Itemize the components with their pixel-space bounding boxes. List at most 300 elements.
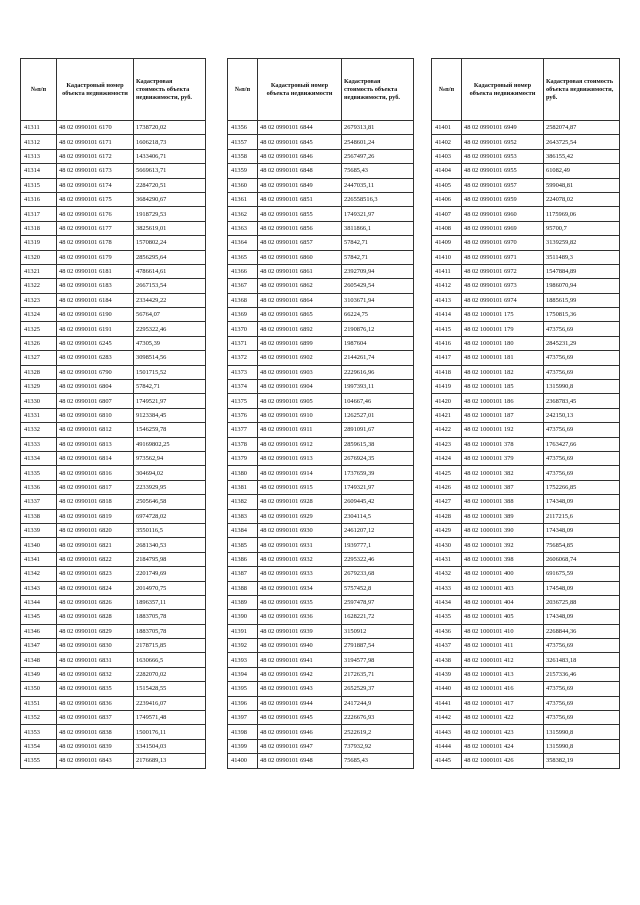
row-number: 41427 [432, 495, 462, 509]
table-row [432, 250, 620, 264]
table-row [21, 696, 206, 710]
cadastre-number: 48 02 0990101 6942 [258, 667, 342, 681]
row-number: 41351 [21, 696, 57, 710]
cadastre-number: 48 02 0990101 6839 [57, 739, 134, 753]
row-number: 41329 [21, 380, 57, 394]
table-row [432, 682, 620, 696]
cadastre-number: 48 02 0990101 6957 [462, 178, 544, 192]
cadastre-value: 473756,69 [544, 451, 620, 465]
cadastre-table-3 [431, 58, 620, 769]
table-row [432, 466, 620, 480]
row-number: 41439 [432, 667, 462, 681]
table-row [21, 264, 206, 278]
row-number: 41318 [21, 221, 57, 235]
cadastre-value: 1606218,73 [134, 135, 206, 149]
cadastre-value: 2268844,36 [544, 624, 620, 638]
row-number: 41370 [228, 322, 258, 336]
cadastre-value: 1737659,39 [342, 466, 414, 480]
table-row [228, 293, 414, 307]
header-cadastre-value: Кадастровая стоимость объекта недвижимости, руб. [134, 59, 206, 121]
row-number: 41432 [432, 567, 462, 581]
cadastre-number: 48 02 1000101 192 [462, 423, 544, 437]
table-row [228, 221, 414, 235]
table-row [21, 135, 206, 149]
table-row [228, 610, 414, 624]
cadastre-number: 48 02 0990101 6902 [258, 351, 342, 365]
cadastre-value: 2679313,81 [342, 121, 414, 135]
cadastre-number: 48 02 0990101 6831 [57, 653, 134, 667]
table-row [21, 653, 206, 667]
table-row [228, 192, 414, 206]
cadastre-number: 48 02 0990101 6849 [258, 178, 342, 192]
cadastre-value: 1885615,99 [544, 293, 620, 307]
cadastre-value: 358382,19 [544, 754, 620, 768]
table-row [228, 408, 414, 422]
cadastre-value: 2172635,71 [342, 667, 414, 681]
row-number: 41402 [432, 135, 462, 149]
table-row [432, 365, 620, 379]
table-row [228, 178, 414, 192]
row-number: 41414 [432, 308, 462, 322]
cadastre-number: 48 02 0990101 6936 [258, 610, 342, 624]
cadastre-value: 2679233,68 [342, 567, 414, 581]
row-number: 41319 [21, 236, 57, 250]
cadastre-number: 48 02 1000101 186 [462, 394, 544, 408]
row-number: 41333 [21, 437, 57, 451]
cadastre-number: 48 02 0990101 6814 [57, 451, 134, 465]
cadastre-value: 1749321,97 [342, 207, 414, 221]
row-number: 41328 [21, 365, 57, 379]
row-number: 41357 [228, 135, 258, 149]
table-header-row [432, 59, 620, 121]
row-number: 41430 [432, 538, 462, 552]
cadastre-number: 48 02 1000101 378 [462, 437, 544, 451]
cadastre-value: 2676924,35 [342, 451, 414, 465]
row-number: 41349 [21, 667, 57, 681]
table-row [432, 236, 620, 250]
cadastre-value: 973562,94 [134, 451, 206, 465]
cadastre-number: 48 02 1000101 182 [462, 365, 544, 379]
cadastre-value: 56764,07 [134, 308, 206, 322]
row-number: 41441 [432, 696, 462, 710]
cadastre-number: 48 02 0990101 6952 [462, 135, 544, 149]
cadastre-value: 2178715,85 [134, 639, 206, 653]
cadastre-value: 2229616,96 [342, 365, 414, 379]
table-row [21, 351, 206, 365]
table-row [228, 365, 414, 379]
cadastre-value: 57842,71 [342, 250, 414, 264]
cadastre-number: 48 02 0990101 6821 [57, 538, 134, 552]
cadastre-number: 48 02 0990101 6855 [258, 207, 342, 221]
row-number: 41384 [228, 523, 258, 537]
row-number: 41425 [432, 466, 462, 480]
cadastre-value: 2548601,24 [342, 135, 414, 149]
row-number: 41405 [432, 178, 462, 192]
row-number: 41338 [21, 509, 57, 523]
cadastre-value: 2184795,98 [134, 552, 206, 566]
table-row [432, 351, 620, 365]
cadastre-number: 48 02 1000101 410 [462, 624, 544, 638]
cadastre-number: 48 02 0990101 6184 [57, 293, 134, 307]
row-number: 41327 [21, 351, 57, 365]
table-row [21, 236, 206, 250]
table-row [228, 351, 414, 365]
cadastre-value: 737932,92 [342, 739, 414, 753]
row-number: 41445 [432, 754, 462, 768]
cadastre-number: 48 02 1000101 382 [462, 466, 544, 480]
cadastre-number: 48 02 0990101 6824 [57, 581, 134, 595]
row-number: 41387 [228, 567, 258, 581]
cadastre-value: 2284720,51 [134, 178, 206, 192]
cadastre-number: 48 02 0990101 6176 [57, 207, 134, 221]
row-number: 41339 [21, 523, 57, 537]
row-number: 41335 [21, 466, 57, 480]
cadastre-number: 48 02 0990101 6914 [258, 466, 342, 480]
row-number: 41361 [228, 192, 258, 206]
table-row [228, 394, 414, 408]
cadastre-number: 48 02 0990101 6903 [258, 365, 342, 379]
table-row [228, 739, 414, 753]
row-number: 41323 [21, 293, 57, 307]
row-number: 41381 [228, 480, 258, 494]
row-number: 41380 [228, 466, 258, 480]
row-number: 41379 [228, 451, 258, 465]
cadastre-number: 48 02 0990101 6946 [258, 725, 342, 739]
cadastre-value: 3261483,18 [544, 653, 620, 667]
cadastre-number: 48 02 0990101 6174 [57, 178, 134, 192]
row-number: 41317 [21, 207, 57, 221]
row-number: 41424 [432, 451, 462, 465]
row-number: 41354 [21, 739, 57, 753]
row-number: 41399 [228, 739, 258, 753]
cadastre-value: 57842,71 [342, 236, 414, 250]
table-row [432, 279, 620, 293]
cadastre-number: 48 02 0990101 6947 [258, 739, 342, 753]
table-row [432, 552, 620, 566]
cadastre-number: 48 02 0990101 6932 [258, 552, 342, 566]
table-row [228, 639, 414, 653]
table-row [432, 610, 620, 624]
cadastre-number: 48 02 0990101 6820 [57, 523, 134, 537]
cadastre-number: 48 02 0990101 6832 [57, 667, 134, 681]
row-number: 41418 [432, 365, 462, 379]
cadastre-value: 1546259,78 [134, 423, 206, 437]
cadastre-number: 48 02 0990101 6846 [258, 149, 342, 163]
table-row [228, 207, 414, 221]
cadastre-number: 48 02 0990101 6945 [258, 711, 342, 725]
cadastre-number: 48 02 1000101 379 [462, 451, 544, 465]
cadastre-number: 48 02 0990101 6904 [258, 380, 342, 394]
row-number: 41366 [228, 264, 258, 278]
table-row [228, 149, 414, 163]
table-row [432, 264, 620, 278]
cadastre-table-2 [227, 58, 414, 769]
row-number: 41325 [21, 322, 57, 336]
row-number: 41355 [21, 754, 57, 768]
row-number: 41334 [21, 451, 57, 465]
cadastre-value: 2605429,54 [342, 279, 414, 293]
row-number: 41443 [432, 725, 462, 739]
table-row [432, 495, 620, 509]
row-number: 41431 [432, 552, 462, 566]
table-row [228, 236, 414, 250]
row-number: 41389 [228, 595, 258, 609]
row-number: 41346 [21, 624, 57, 638]
table-row [228, 696, 414, 710]
cadastre-number: 48 02 0990101 6190 [57, 308, 134, 322]
row-number: 41412 [432, 279, 462, 293]
table-row [228, 279, 414, 293]
cadastre-number: 48 02 0990101 6931 [258, 538, 342, 552]
cadastre-value: 473756,69 [544, 423, 620, 437]
row-number: 41428 [432, 509, 462, 523]
cadastre-value: 1630666,5 [134, 653, 206, 667]
cadastre-value: 1986070,94 [544, 279, 620, 293]
table-row [228, 322, 414, 336]
cadastre-value: 473756,69 [544, 711, 620, 725]
row-number: 41437 [432, 639, 462, 653]
cadastre-number: 48 02 1000101 180 [462, 336, 544, 350]
row-number: 41398 [228, 725, 258, 739]
table-row [432, 408, 620, 422]
cadastre-number: 48 02 1000101 175 [462, 308, 544, 322]
cadastre-value: 2652529,37 [342, 682, 414, 696]
table-row [21, 567, 206, 581]
row-number: 41415 [432, 322, 462, 336]
table-row [228, 135, 414, 149]
cadastre-value: 1547884,89 [544, 264, 620, 278]
header-number: №п/п [432, 59, 462, 121]
cadastre-value: 174548,09 [544, 581, 620, 595]
row-number: 41386 [228, 552, 258, 566]
table-row [432, 653, 620, 667]
table-row [432, 639, 620, 653]
table-row [21, 380, 206, 394]
row-number: 41382 [228, 495, 258, 509]
cadastre-number: 48 02 0990101 6845 [258, 135, 342, 149]
row-number: 41406 [432, 192, 462, 206]
row-number: 41337 [21, 495, 57, 509]
cadastre-value: 2295322,46 [134, 322, 206, 336]
cadastre-value: 386155,42 [544, 149, 620, 163]
cadastre-value: 2117215,6 [544, 509, 620, 523]
cadastre-number: 48 02 0990101 6818 [57, 495, 134, 509]
row-number: 41377 [228, 423, 258, 437]
cadastre-number: 48 02 0990101 6933 [258, 567, 342, 581]
cadastre-number: 48 02 0990101 6172 [57, 149, 134, 163]
cadastre-number: 48 02 1000101 388 [462, 495, 544, 509]
cadastre-value: 473756,69 [544, 696, 620, 710]
row-number: 41356 [228, 121, 258, 135]
cadastre-value: 473756,69 [544, 639, 620, 653]
table-row [21, 293, 206, 307]
cadastre-number: 48 02 0990101 6804 [57, 380, 134, 394]
table-row [432, 581, 620, 595]
row-number: 41350 [21, 682, 57, 696]
row-number: 41322 [21, 279, 57, 293]
table-row [432, 509, 620, 523]
cadastre-number: 48 02 0990101 6892 [258, 322, 342, 336]
table-row [21, 639, 206, 653]
table-row [21, 164, 206, 178]
cadastre-number: 48 02 1000101 413 [462, 667, 544, 681]
table-row [21, 451, 206, 465]
table-row [21, 207, 206, 221]
cadastre-value: 2295322,46 [342, 552, 414, 566]
table-row [432, 149, 620, 163]
cadastre-number: 48 02 0990101 6911 [258, 423, 342, 437]
cadastre-value: 3684290,67 [134, 192, 206, 206]
table-row [432, 322, 620, 336]
cadastre-number: 48 02 0990101 6905 [258, 394, 342, 408]
cadastre-value: 2447035,11 [342, 178, 414, 192]
cadastre-number: 48 02 0990101 6910 [258, 408, 342, 422]
row-number: 41326 [21, 336, 57, 350]
cadastre-number: 48 02 1000101 422 [462, 711, 544, 725]
table-row [21, 308, 206, 322]
row-number: 41341 [21, 552, 57, 566]
row-number: 41423 [432, 437, 462, 451]
cadastre-value: 2859615,38 [342, 437, 414, 451]
cadastre-value: 3550116,5 [134, 523, 206, 537]
table-row [21, 624, 206, 638]
cadastre-number: 48 02 0990101 6830 [57, 639, 134, 653]
cadastre-number: 48 02 0990101 6970 [462, 236, 544, 250]
cadastre-number: 48 02 0990101 6175 [57, 192, 134, 206]
cadastre-value: 691675,59 [544, 567, 620, 581]
cadastre-value: 1500176,11 [134, 725, 206, 739]
table-row [228, 466, 414, 480]
cadastre-number: 48 02 0990101 6181 [57, 264, 134, 278]
row-number: 41394 [228, 667, 258, 681]
cadastre-value: 2392709,94 [342, 264, 414, 278]
row-number: 41404 [432, 164, 462, 178]
cadastre-number: 48 02 0990101 6183 [57, 279, 134, 293]
cadastre-number: 48 02 0990101 6826 [57, 595, 134, 609]
cadastre-number: 48 02 0990101 6835 [57, 682, 134, 696]
table-row [432, 192, 620, 206]
cadastre-value: 1749321,97 [342, 480, 414, 494]
table-row [21, 480, 206, 494]
cadastre-number: 48 02 0990101 6173 [57, 164, 134, 178]
cadastre-number: 48 02 0990101 6245 [57, 336, 134, 350]
cadastre-value: 3150912 [342, 624, 414, 638]
table-row [228, 308, 414, 322]
cadastre-value: 1262527,01 [342, 408, 414, 422]
cadastre-number: 48 02 0990101 6913 [258, 451, 342, 465]
table-row [432, 667, 620, 681]
table-row [21, 192, 206, 206]
cadastre-number: 48 02 0990101 6823 [57, 567, 134, 581]
cadastre-value: 1749571,48 [134, 711, 206, 725]
row-number: 41367 [228, 279, 258, 293]
cadastre-number: 48 02 0990101 6819 [57, 509, 134, 523]
cadastre-value: 174348,09 [544, 610, 620, 624]
table-row [21, 279, 206, 293]
cadastre-number: 48 02 0990101 6813 [57, 437, 134, 451]
cadastre-number: 48 02 1000101 389 [462, 509, 544, 523]
cadastre-number: 48 02 0990101 6843 [57, 754, 134, 768]
cadastre-value: 1896357,11 [134, 595, 206, 609]
cadastre-value: 2505646,58 [134, 495, 206, 509]
row-number: 41426 [432, 480, 462, 494]
table-row [21, 610, 206, 624]
cadastre-number: 48 02 0990101 6829 [57, 624, 134, 638]
row-number: 41331 [21, 408, 57, 422]
cadastre-number: 48 02 0990101 6953 [462, 149, 544, 163]
cadastre-value: 174348,09 [544, 495, 620, 509]
table-row [432, 754, 620, 768]
cadastre-number: 48 02 1000101 424 [462, 739, 544, 753]
cadastre-number: 48 02 0990101 6928 [258, 495, 342, 509]
table-row [432, 739, 620, 753]
row-number: 41365 [228, 250, 258, 264]
row-number: 41316 [21, 192, 57, 206]
cadastre-number: 48 02 0990101 6837 [57, 711, 134, 725]
row-number: 41438 [432, 653, 462, 667]
row-number: 41397 [228, 711, 258, 725]
cadastre-value: 226558516,3 [342, 192, 414, 206]
cadastre-value: 1515428,55 [134, 682, 206, 696]
table-row [432, 336, 620, 350]
cadastre-value: 599048,81 [544, 178, 620, 192]
header-number: №п/п [228, 59, 258, 121]
cadastre-value: 2891091,67 [342, 423, 414, 437]
cadastre-number: 48 02 0990101 6944 [258, 696, 342, 710]
row-number: 41378 [228, 437, 258, 451]
cadastre-value: 2417244,9 [342, 696, 414, 710]
cadastre-number: 48 02 0990101 6848 [258, 164, 342, 178]
cadastre-value: 2190876,12 [342, 322, 414, 336]
row-number: 41375 [228, 394, 258, 408]
table-row [21, 682, 206, 696]
cadastre-value: 2582074,87 [544, 121, 620, 135]
cadastre-value: 2567497,26 [342, 149, 414, 163]
cadastre-number: 48 02 1000101 400 [462, 567, 544, 581]
cadastre-value: 3511489,3 [544, 250, 620, 264]
table-row [21, 423, 206, 437]
table-row [432, 480, 620, 494]
table-row [432, 624, 620, 638]
cadastre-value: 75685,43 [342, 754, 414, 768]
row-number: 41417 [432, 351, 462, 365]
cadastre-number: 48 02 0990101 6283 [57, 351, 134, 365]
cadastre-value: 1315990,8 [544, 380, 620, 394]
row-number: 41352 [21, 711, 57, 725]
cadastre-value: 3341504,03 [134, 739, 206, 753]
cadastre-value: 1570802,24 [134, 236, 206, 250]
row-number: 41376 [228, 408, 258, 422]
header-cadastre-number: Кадастровый номер объекта недвижимости [57, 59, 134, 121]
row-number: 41371 [228, 336, 258, 350]
table-row [228, 538, 414, 552]
cadastre-value: 2226676,93 [342, 711, 414, 725]
cadastre-value: 3194577,98 [342, 653, 414, 667]
row-number: 41435 [432, 610, 462, 624]
row-number: 41344 [21, 595, 57, 609]
cadastre-number: 48 02 0990101 6810 [57, 408, 134, 422]
row-number: 41345 [21, 610, 57, 624]
row-number: 41429 [432, 523, 462, 537]
table-row [228, 451, 414, 465]
row-number: 41433 [432, 581, 462, 595]
row-number: 41362 [228, 207, 258, 221]
cadastre-number: 48 02 0990101 6939 [258, 624, 342, 638]
cadastre-number: 48 02 1000101 398 [462, 552, 544, 566]
table-row [432, 711, 620, 725]
cadastre-number: 48 02 0990101 6817 [57, 480, 134, 494]
cadastre-value: 57842,71 [134, 380, 206, 394]
